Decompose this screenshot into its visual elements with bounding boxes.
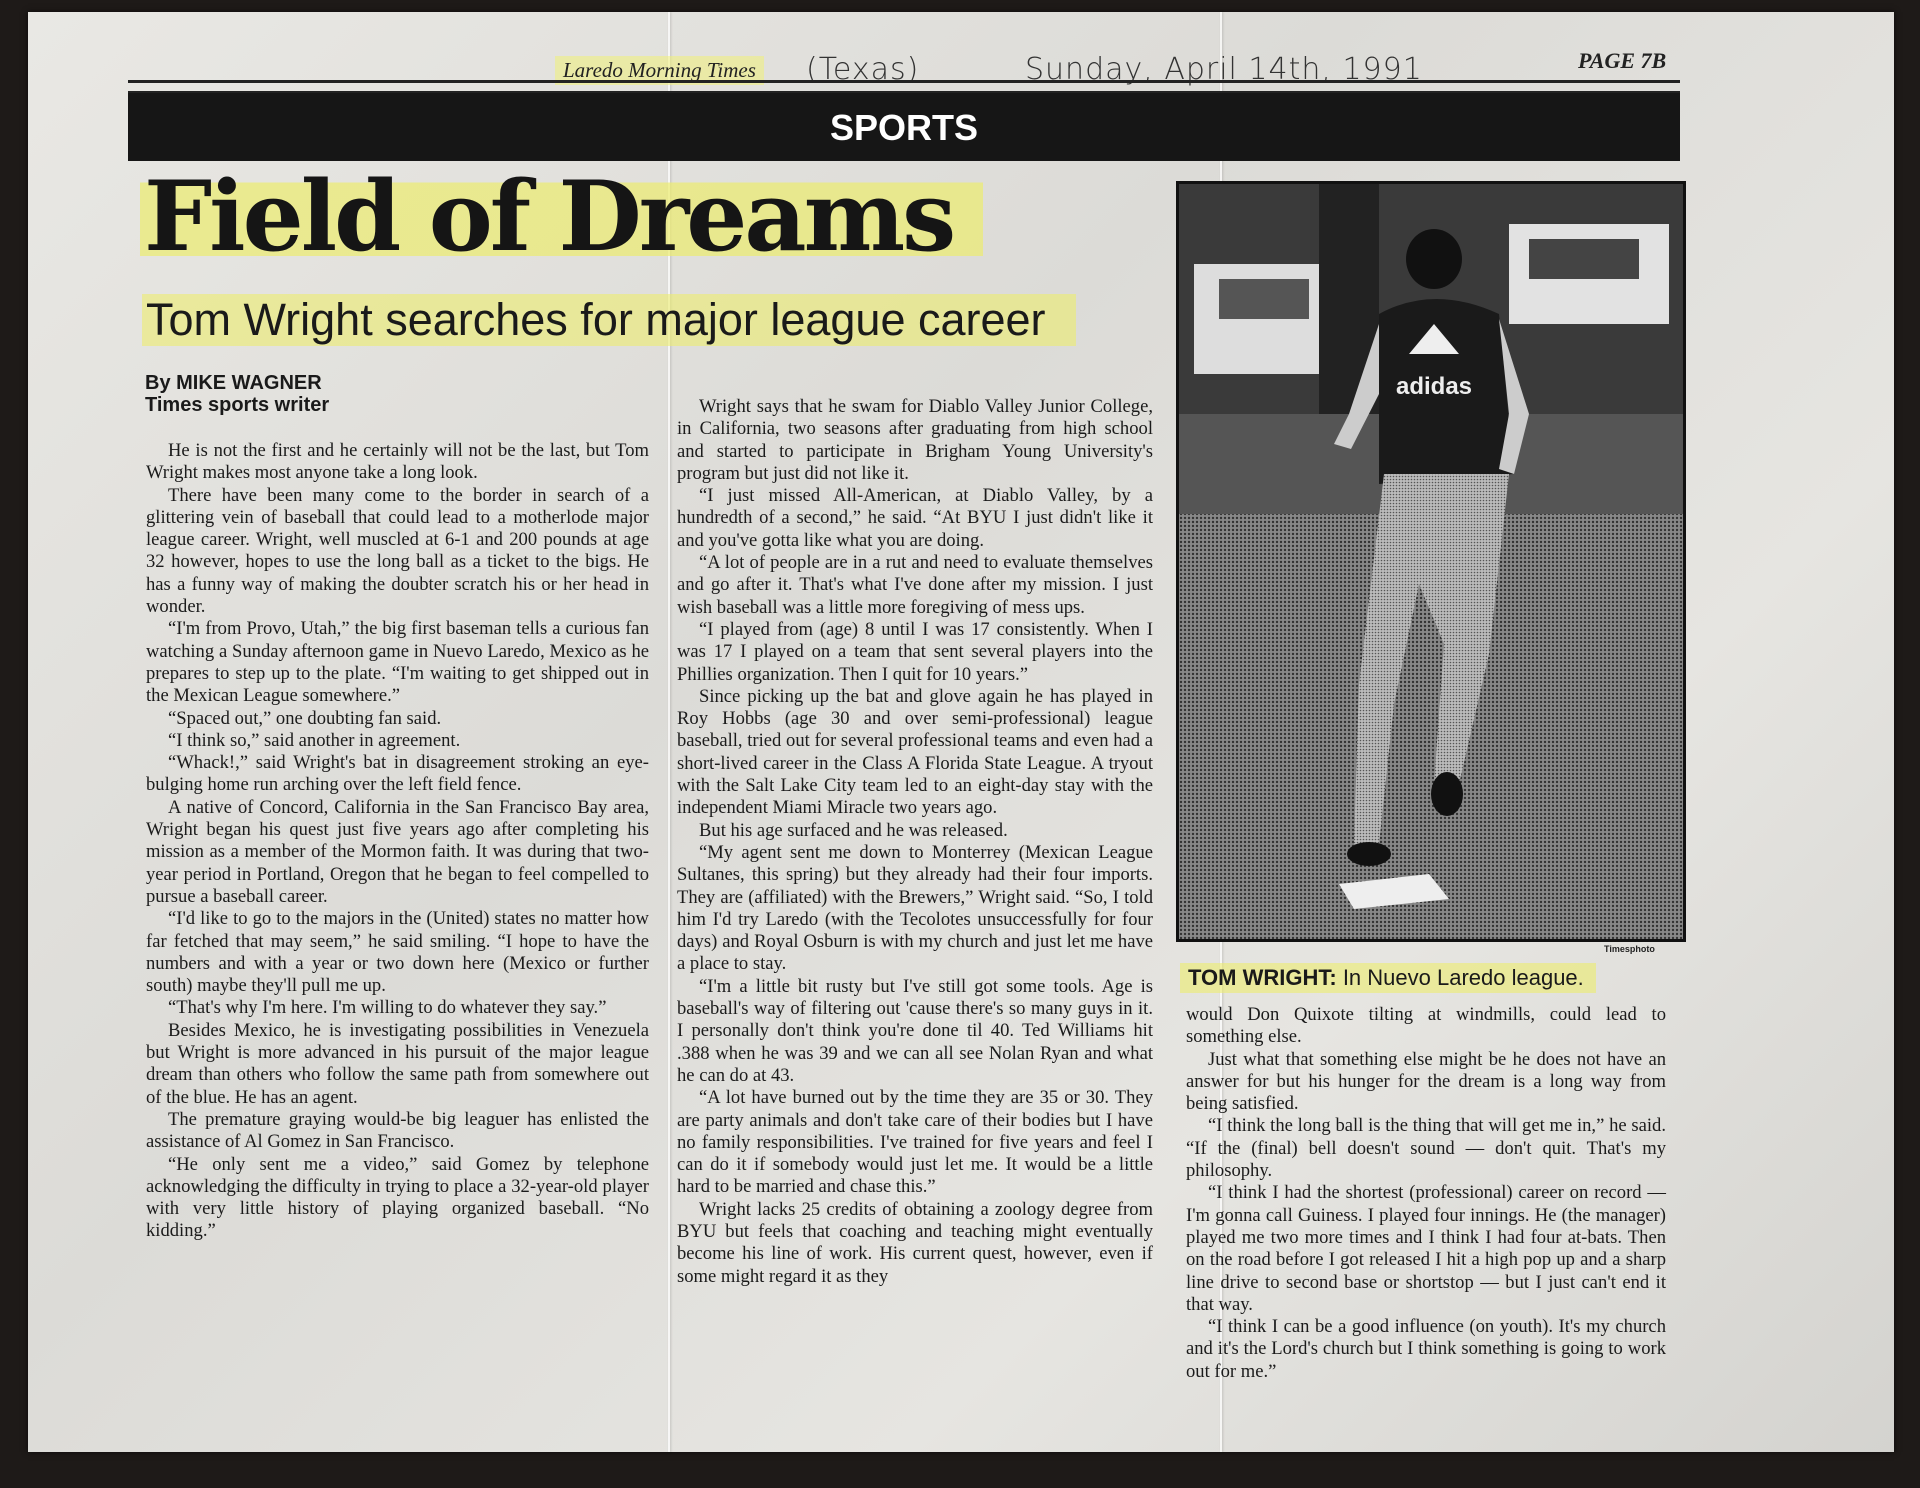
paragraph: Just what that something else might be he does not have an answer for but his hunger for the dream is a long way from being satisfied. [1186,1048,1666,1115]
handwritten-date: Sunday, April 14th, 1991 [1025,52,1423,87]
paragraph: The premature graying would-be big leaguer has enlisted the assistance of Al Gomez in San Francisco. [146,1108,649,1153]
header-rule [128,80,1680,93]
article-column-2 [677,396,1153,1288]
paragraph: “I just missed All-American, at Diablo Valley, by a hundredth of a second,” he said. “At BYU I just didn't like it and you've gotta like what you are doing. [677,485,1153,551]
paragraph: “My agent sent me down to Monterrey (Mexican League Sultanes, this spring) but they already had their four imports. They are (affiliated) with the Brewers,” Wright said. “So, I told him I'd try Laredo (with the Tecolotes unsuccessfully for four days) and Royal Osburn is with my church and just let me have a place to stay. [677,841,1153,975]
article-column-1 [146,440,649,1243]
section-title: SPORTS [829,107,979,148]
paragraph: Since picking up the bat and glove again he has played in Roy Hobbs (age 30 and over semi-professional) league baseball, tried out for several professional teams and even had a short-lived career in the Class A Florida State League. A tryout with the Salt Lake City team led to an eight-day stay with the independent Miami Miracle two years ago. [677,685,1153,819]
photo-image [1179,184,1683,939]
paragraph: “A lot of people are in a rut and need to evaluate themselves and go after it. That's what I've done after my mission. I just wish baseball was a little more foregiving of mess ups. [677,552,1153,618]
photo-caption [1180,963,1596,993]
paragraph: But his age surfaced and he was released. [699,819,1008,841]
paragraph: Besides Mexico, he is investigating possibilities in Venezuela but Wright is more advanced in his pursuit of the major league dream than others who follow the same path from somewhere out of the blue. He has an agent. [146,1019,649,1108]
paragraph: “That's why I'm here. I'm willing to do whatever they say.” [168,997,607,1019]
paragraph: “He only sent me a video,” said Gomez by telephone acknowledging the difficulty in trying to place a 32-year-old player with very little history of playing organized baseball. “No kidding.” [146,1153,649,1242]
subhead: Tom Wright searches for major league career [142,294,1076,346]
paragraph: A native of Concord, California in the San Francisco Bay area, Wright began his quest just five years ago after completing his mission as a member of the Mormon faith. It was during that two-year period in Portland, Oregon that he began to feel compelled to pursue a baseball career. [146,796,649,907]
paragraph: would Don Quixote tilting at windmills, could lead to something else. [1186,1004,1666,1048]
page-number: PAGE 7B [1578,48,1667,73]
photo-credit: Timesphoto [1604,944,1655,954]
paragraph: “I'm from Provo, Utah,” the big first baseman tells a curious fan watching a Sunday afternoon game in Nuevo Laredo, Mexico as he prepares to step up to the plate. “I'm waiting to get shipped out in the Mexican League somewhere.” [146,618,649,707]
byline-title: Times sports writer [145,394,330,416]
caption-text: In Nuevo Laredo league. [1342,965,1584,990]
paragraph: Wright lacks 25 credits of obtaining a zoology degree from BYU but feels that coaching and teaching might eventually become his line of work. His current quest, however, even if some might regard it as they [677,1198,1153,1287]
player-photo [1176,181,1686,942]
paragraph: There have been many come to the border in search of a glittering vein of baseball that could lead to a motherlode major league career. Wright, well muscled at 6-1 and 200 pounds at age 32 however, hopes to use the long ball as a ticket to the bigs. He has a funny way of making the doubter scratch his or her head in wonder. [146,484,649,618]
headline: Field of Dreams [140,160,983,273]
paragraph: Wright says that he swam for Diablo Valley Junior College, in California, two seasons after graduating from high school and started to participate in Brigham Young University's program but just did not like it. [677,396,1153,484]
caption-name: TOM WRIGHT: [1188,965,1337,990]
article-column-3 [1186,1004,1666,1383]
masthead: Laredo Morning Times [555,56,764,85]
paragraph: “I think I had the shortest (professional) career on record — I'm gonna call Guiness. I played four innings. He (the manager) played me two more times and I think I had four at-bats. Then on the road before I got released I hit a high pop up and a sharp line drive to second base or shortstop — but I just can't end it that way. [1186,1182,1666,1315]
paragraph: He is not the first and he certainly will not be the last, but Tom Wright makes most anyone take a long look. [146,440,649,484]
paragraph: “I think I can be a good influence (on youth). It's my church and it's the Lord's church but I think something is going to work out for me.” [1186,1316,1666,1382]
section-bar [128,93,1680,161]
paragraph: “Spaced out,” one doubting fan said. [168,707,442,729]
paragraph: “I think the long ball is the thing that will get me in,” he said. “If the (final) bell doesn't sound — don't quit. That's my philosophy. [1186,1115,1666,1182]
paragraph: “Whack!,” said Wright's bat in disagreement stroking an eye-bulging home run arching over the left field fence. [146,752,649,796]
handwritten-state: (Texas) [806,52,920,87]
byline-author: By MIKE WAGNER [145,372,322,394]
paragraph: “I played from (age) 8 until I was 17 consistently. When I was 17 I played on a team that sent several players into the Phillies organization. Then I quit for 10 years.” [677,618,1153,685]
paragraph: “I'm a little bit rusty but I've still got some tools. Age is baseball's way of filtering out 'cause there's so many guys in it. I personally don't think you're done til 40. Ted Williams hit .388 when he was 39 and we can all see Nolan Ryan and what he can do at 43. [677,975,1153,1086]
paragraph: “I think so,” said another in agreement. [168,729,461,751]
shirt-logo: adidas [1395,373,1473,400]
paragraph: “A lot have burned out by the time they are 35 or 30. They are party animals and don't take care of their bodies but I have no family responsibilities. I've trained for five years and feel I can do it if somebody would just let me. It would be a little hard to be married and chase this.” [677,1087,1153,1198]
paragraph: “I'd like to go to the majors in the (United) states no matter how far fetched that may seem,” he said smiling. “I hope to have the numbers and with a year or two down here (Mexico or further south) maybe they'll pull me up. [146,908,649,997]
byline [145,372,329,416]
